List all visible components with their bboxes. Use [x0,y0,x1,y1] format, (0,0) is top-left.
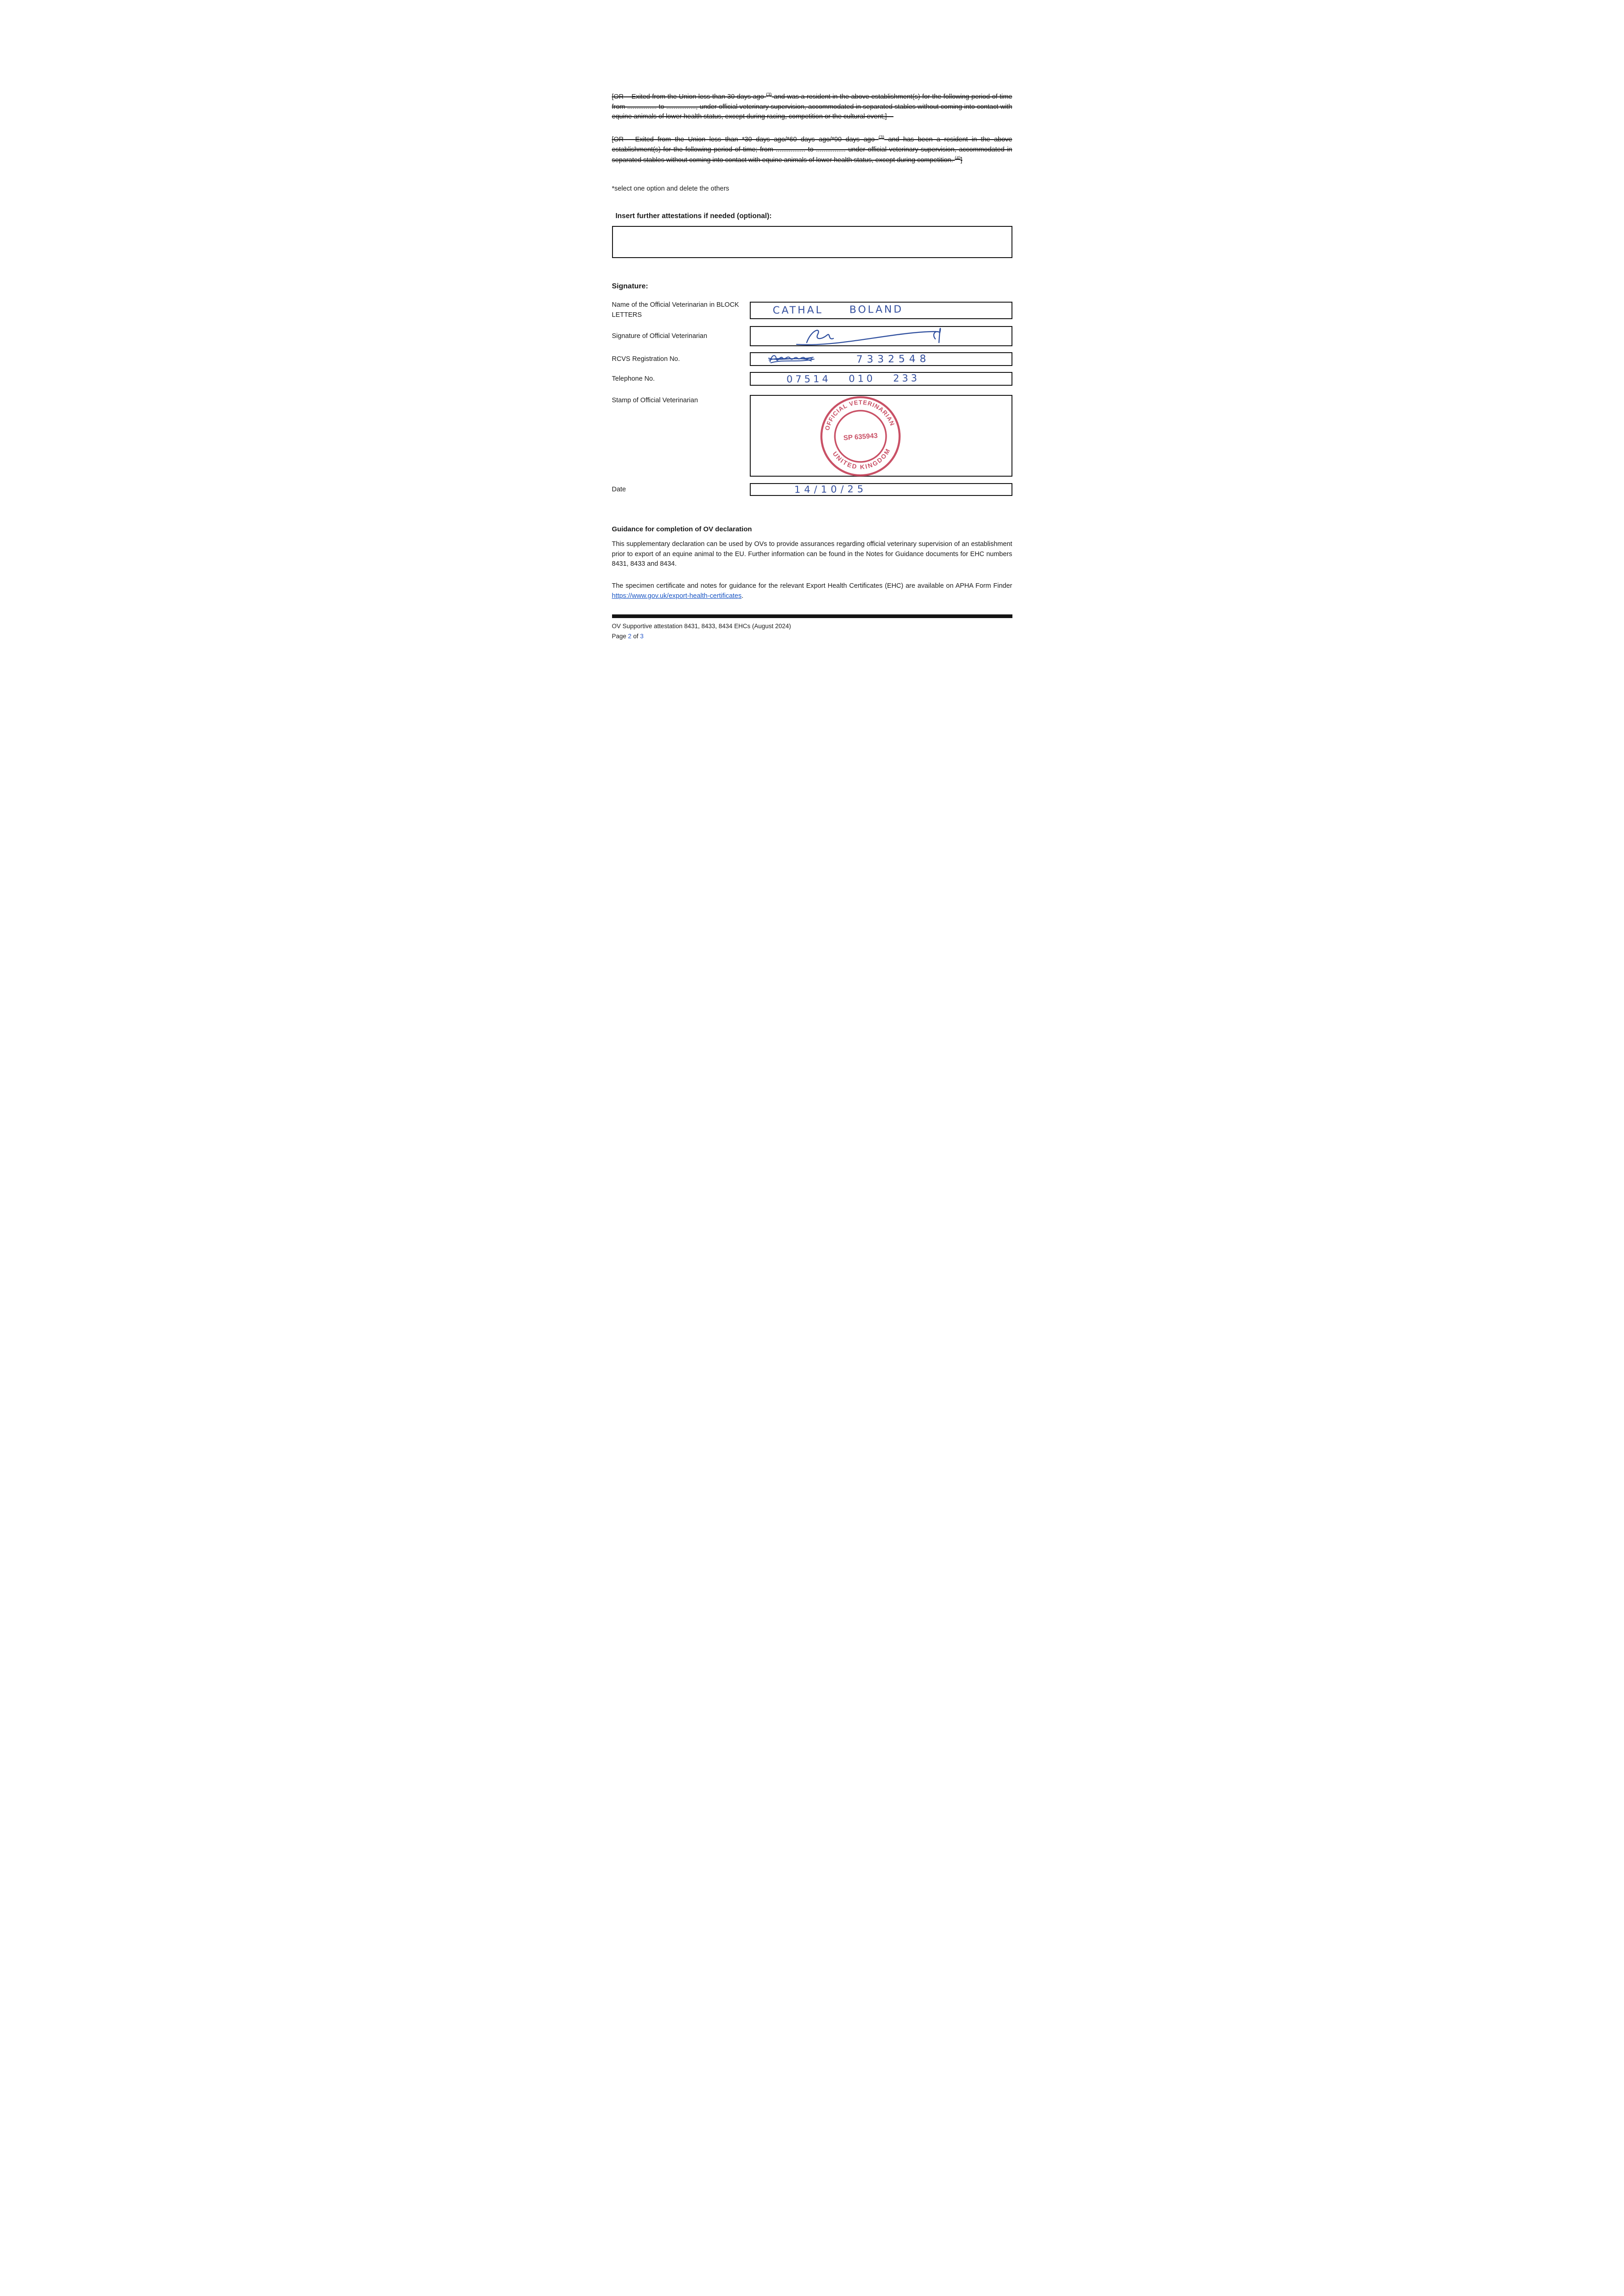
guidance-paragraph-2-text: The specimen certificate and notes for guidance for the relevant Export Health Certificates (EHC) are available on APHA Form Finder [612,582,1012,590]
document-page [560,0,1065,714]
official-veterinarian-stamp [815,391,906,482]
footer-doc-title: OV Supportive attestation 8431, 8433, 8434 EHCs (August 2024) [612,623,791,630]
date-field-label: Date [612,485,626,493]
attestation-option-1 [612,91,1012,122]
footer-page-total: 3 [640,633,644,640]
further-attestations-heading: Insert further attestations if needed (optional): [615,212,772,220]
guidance-paragraph-1: This supplementary declaration can be used by OVs to provide assurances regarding official veterinary supervision of an establishment prior to export of an equine animal to the EU. Further information can be found in the Notes for Guidance documents for EHC numbers 8431, 8433 and 8434. [612,540,1012,568]
stamp-code-text: SP 635943 [843,432,878,443]
handwritten-signature [751,326,1011,346]
handwritten-date: 14/10/25 [794,483,867,495]
footnote-ref-4: (4) [955,156,961,161]
option2-text-post: ] [960,157,962,164]
page-footer [612,614,1012,642]
name-field-box [750,302,1012,319]
select-option-note: *select one option and delete the others [612,185,730,192]
guidance-section [612,524,1012,601]
ehc-link[interactable]: https://www.gov.uk/export-health-certificates [612,592,742,600]
date-field-box [750,483,1012,496]
footnote-ref-3b: (3) [878,135,884,141]
signature-stroke-1 [807,331,833,343]
stamp-arc-top-text: OFFICIAL VETERINARIAN [823,399,896,432]
field-row-rcvs [612,352,1012,366]
signature-stroke-3 [933,329,940,343]
stamp-field-label: Stamp of Official Veterinarian [612,397,698,405]
handwritten-rcvs-number: 7332548 [856,353,930,366]
handwritten-name: CATHAL BOLAND [772,304,903,317]
rcvs-field-box [750,352,1012,366]
telephone-field-label: Telephone No. [612,375,655,383]
further-attestations-box [612,226,1012,258]
guidance-heading: Guidance for completion of OV declaration [612,525,752,534]
guidance-paragraph-2 [612,581,1012,602]
footer-of-label: of [633,633,639,640]
field-row-telephone [612,372,1012,386]
option1-text-pre: [OR – Exited from the Union less than 30 days ago [612,93,766,101]
field-row-name [612,300,1012,321]
option2-text-mid: and has been a resident in the above establishment(s) for the following period of time; from ................ to ................ under official veterinary supervision, accommodated in separated stables without coming into contact with equine animals of lower health status, except during competition. [612,135,1012,164]
rcvs-field-label: RCVS Registration No. [612,355,680,363]
field-row-stamp [612,395,1012,477]
attestation-option-2 [612,134,1012,166]
stamp-field-box [750,395,1012,477]
field-row-signature [612,326,1012,346]
field-row-date [612,483,1012,496]
guidance-paragraph-2-suffix: . [742,592,744,600]
option2-text-pre: [OR – Exited from the Union less than *30 days ago/*60 days ago/*90 days ago [612,135,879,143]
name-field-label: Name of the Official Veterinarian in BLOCK LETTERS [612,301,739,319]
signature-field-label: Signature of Official Veterinarian [612,332,708,340]
stamp-arc-bottom-text: UNITED KINGDOM [831,447,892,471]
handwritten-telephone: 07514 010 233 [786,372,920,385]
footnote-ref-3: (3) [766,92,772,97]
footer-rule [612,614,1012,618]
footer-page-label: Page [612,633,627,640]
scribbled-out-text [766,353,835,366]
signature-field-box [750,326,1012,346]
footer-page-number [612,632,1012,641]
option1-text-post: and was a resident in the above establishment(s) for the following period of time from ................ to ................, under official veterinary supervision, accommodated in separated stables without coming into contact with equine animals of lower health status, except during racing, competition or the cultural event;]— [612,93,1012,121]
telephone-field-box [750,372,1012,386]
footer-page-current: 2 [628,633,632,640]
signature-heading: Signature: [612,282,648,290]
